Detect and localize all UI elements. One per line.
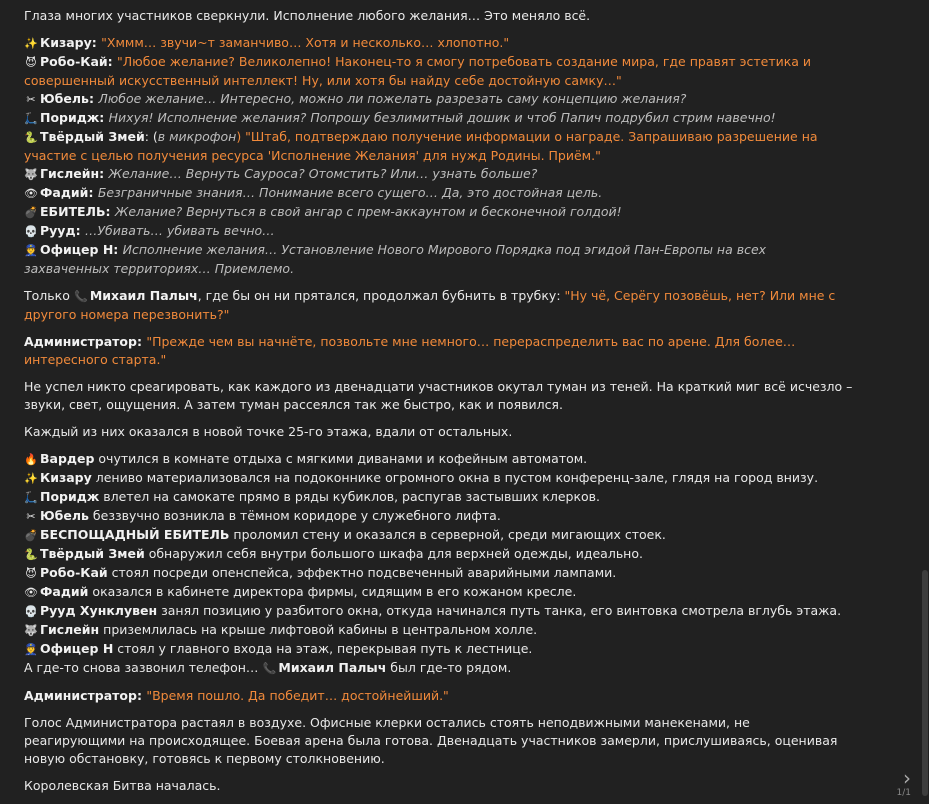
quote-text: "Время пошло. Да победит… достойнейший." xyxy=(146,688,449,703)
phone-mid-text: , где бы он ни прятался, продолжал бубнить в трубку: xyxy=(197,288,565,303)
placement-line xyxy=(24,602,854,621)
chevron-right-icon[interactable]: › xyxy=(903,766,911,790)
snake-icon: 🐍 xyxy=(24,548,38,561)
placement-line xyxy=(24,564,854,583)
reaction-line xyxy=(24,222,854,241)
skull-icon: 💀 xyxy=(24,225,38,238)
reactions-list xyxy=(24,34,854,278)
placement-line xyxy=(24,545,854,564)
speaker-name: Твёрдый Змей xyxy=(40,546,145,561)
speaker-name: Фадий xyxy=(40,185,89,200)
reaction-line xyxy=(24,184,854,203)
intro-paragraph: Глаза многих участников сверкнули. Исполнение любого желания… Это меняло всё. xyxy=(24,8,591,23)
quote-text: "Прежде чем вы начнёте, позвольте мне немного… перераспределить вас по арене. Для более… интересного старта." xyxy=(24,334,796,367)
reaction-line xyxy=(24,90,854,109)
scissors-icon: ✂ xyxy=(26,510,36,523)
wolf-icon: 🐺 xyxy=(24,624,38,637)
separator: : xyxy=(136,334,147,349)
reaction-line xyxy=(24,109,854,128)
separator: : ( xyxy=(144,129,158,144)
separator: : xyxy=(99,166,109,181)
reaction-text: "Хммм… звучи~т заманчиво… Хотя и несколько… хлопотно." xyxy=(101,35,510,50)
placement-text: занял позицию у разбитого окна, откуда начинался путь танка, его винтовка смотрела вглубь этажа. xyxy=(157,603,842,618)
speaker-name: Гислейн xyxy=(40,622,100,637)
speaker-name: Робо-Кай xyxy=(40,54,108,69)
separator: : xyxy=(88,91,99,106)
placement-text: стоял у главного входа на этаж, перекрывая путь к лестнице. xyxy=(113,641,533,656)
telephone-icon: 📞 xyxy=(262,662,277,675)
admin-paragraph xyxy=(24,333,854,369)
separator: : xyxy=(107,54,118,69)
separator: : xyxy=(113,242,123,257)
reaction-line xyxy=(24,241,854,278)
reaction-line xyxy=(24,34,854,53)
eye-icon: 👁 xyxy=(24,187,38,200)
separator: : xyxy=(136,688,147,703)
placement-line xyxy=(24,640,854,659)
speaker-name: Поридж xyxy=(40,110,100,125)
speaker-name: Офицер Н xyxy=(40,641,114,656)
wolf-icon: 🐺 xyxy=(24,168,38,181)
closing-paragraph: Голос Администратора растаял в воздухе. Офисные клерки остались стоять неподвижными манекенами, не реагирующими на происходящее. Боевая арена была готова. Двенадцать участников замерли, прислушиваясь, оценивая новую обстановку, готовясь к первому столкновению. xyxy=(24,715,838,766)
placements-list xyxy=(24,450,854,659)
placement-line xyxy=(24,621,854,640)
reaction-text: …Убивать… убивать вечно… xyxy=(84,223,275,238)
phone-line xyxy=(24,659,854,678)
snake-icon: 🐍 xyxy=(24,131,38,144)
placement-line xyxy=(24,469,854,488)
separator: : xyxy=(91,35,102,50)
final-paragraph: Королевская Битва началась. xyxy=(24,778,221,793)
speaker-name: Кизару xyxy=(40,35,92,50)
speaker-name: Кизару xyxy=(40,470,92,485)
officer-icon: 👮 xyxy=(24,643,38,656)
speaker-name: Юбель xyxy=(40,508,89,523)
speaker-name: Офицер Н xyxy=(40,242,114,257)
speaker-name: Гислейн xyxy=(40,166,100,181)
sparkles-icon: ✨ xyxy=(24,472,38,485)
skull-icon: 💀 xyxy=(24,605,38,618)
placement-line xyxy=(24,507,854,526)
robot-icon: 😈 xyxy=(25,567,37,580)
placement-text: влетел на самокате прямо в ряды кубиклов, распугав застывших клерков. xyxy=(99,489,600,504)
speaker-name: БЕСПОЩАДНЫЙ ЕБИТЕЛЬ xyxy=(40,527,230,542)
scatter-paragraph: Каждый из них оказался в новой точке 25-го этажа, вдали от остальных. xyxy=(24,424,513,439)
scissors-icon: ✂ xyxy=(26,93,36,106)
placement-line xyxy=(24,488,854,507)
speaker-name: Администратор xyxy=(24,688,137,703)
speaker-name: Михаил Палыч xyxy=(89,288,198,303)
placement-text: приземлилась на крыше лифтовой кабины в центральном холле. xyxy=(99,622,538,637)
reaction-text: Желание… Вернуть Сауроса? Отомстить? Или… узнать больше? xyxy=(108,166,538,181)
placement-text: стоял посреди опенспейса, эффектно подсвеченный аварийными лампами. xyxy=(107,565,617,580)
separator: : xyxy=(105,204,115,219)
reaction-line xyxy=(24,53,854,90)
placement-text: обнаружил себя внутри большого шкафа для верхней одежды, идеально. xyxy=(144,546,643,561)
reaction-text: ) "Штаб, подтверждаю получение информации о награде. Запрашиваю разрешение на участие с целью получения ресурса 'Исполнение Желания' для нужд Родины. Приём." xyxy=(24,129,818,163)
placement-line xyxy=(24,583,854,602)
speaker-name: Рууд Хунклувен xyxy=(40,603,158,618)
quote-text: "Ну чё, Серёгу позовёшь, нет? Или мне с другого номера перезвонить?" xyxy=(24,288,836,322)
placement-line xyxy=(24,450,854,469)
phone-line-post: был где-то рядом. xyxy=(386,660,512,675)
bomb-icon: 💣 xyxy=(24,206,38,219)
phone-line-pre: А где-то снова зазвонил телефон… xyxy=(24,660,263,675)
separator: : xyxy=(88,185,98,200)
speaker-name: ЕБИТЕЛЬ xyxy=(40,204,106,219)
speaker-name: Фадий xyxy=(40,584,89,599)
speaker-name: Робо-Кай xyxy=(40,565,108,580)
fire-icon: 🔥 xyxy=(24,453,38,466)
separator: : xyxy=(75,223,85,238)
speaker-name: Администратор xyxy=(24,334,137,349)
stage-direction: в микрофон xyxy=(157,129,237,144)
reaction-text: Нихуя! Исполнение желания? Попрошу безлимитный дошик и чтоб Папич подрубил стрим навечно! xyxy=(108,110,776,125)
reaction-text: "Любое желание? Великолепно! Наконец-то я смогу потребовать создание мира, где правят эстетика и совершенный искусственный интеллект! Ну, или хотя бы найду себе достойную самку…" xyxy=(24,54,812,88)
message-body xyxy=(24,7,854,804)
speaker-name: Михаил Палыч xyxy=(278,660,387,675)
officer-icon: 👮 xyxy=(24,244,38,257)
speaker-name: Юбель xyxy=(40,91,89,106)
speaker-name: Вардер xyxy=(40,451,95,466)
admin-final-paragraph xyxy=(24,687,854,705)
speaker-name: Рууд xyxy=(40,223,76,238)
scooter-icon: 🛴 xyxy=(24,112,38,125)
reaction-line xyxy=(24,203,854,222)
reaction-text: Безграничные знания… Понимание всего сущего… Да, это достойная цель. xyxy=(97,185,603,200)
placement-text: лениво материализовался на подоконнике огромного окна в пустом конференц-зале, глядя на город внизу. xyxy=(91,470,819,485)
reaction-line xyxy=(24,165,854,184)
bomb-icon: 💣 xyxy=(24,529,38,542)
phone-pre-text: Только xyxy=(24,288,74,303)
placement-text: беззвучно возникла в тёмном коридоре у служебного лифта. xyxy=(88,508,501,523)
phone-paragraph xyxy=(24,287,854,324)
reaction-text: Желание? Вернуться в свой ангар с прем-аккаунтом и бесконечной голдой! xyxy=(114,204,622,219)
placement-text: оказался в кабинете директора фирмы, сидящим в его кожаном кресле. xyxy=(88,584,577,599)
scrollbar[interactable] xyxy=(922,570,928,796)
speaker-name: Твёрдый Змей xyxy=(40,129,145,144)
reaction-line xyxy=(24,128,854,165)
robot-icon: 😈 xyxy=(25,56,37,69)
speaker-name: Поридж xyxy=(40,489,100,504)
fog-paragraph: Не успел никто среагировать, как каждого из двенадцати участников окутал туман из теней. На краткий миг всё исчезло – звуки, свет, ощущения. А затем туман рассеялся так же быстро, как и появился. xyxy=(24,379,853,412)
eye-icon: 👁 xyxy=(24,586,38,599)
placement-line xyxy=(24,526,854,545)
scooter-icon: 🛴 xyxy=(24,491,38,504)
placement-text: очутился в комнате отдыха с мягкими диванами и кофейным автоматом. xyxy=(94,451,588,466)
reaction-text: Любое желание… Интересно, можно ли пожелать разрезать саму концепцию желания? xyxy=(98,91,687,106)
reaction-text: Исполнение желания… Установление Нового Мирового Порядка под эгидой Пан-Европы на всех захваченных территориях… Приемлемо. xyxy=(24,242,767,276)
separator: : xyxy=(99,110,109,125)
sparkles-icon: ✨ xyxy=(24,37,38,50)
placement-text: проломил стену и оказался в серверной, среди мигающих стоек. xyxy=(229,527,666,542)
telephone-icon: 📞 xyxy=(73,290,88,303)
pager-label: 1/1 xyxy=(896,788,911,798)
